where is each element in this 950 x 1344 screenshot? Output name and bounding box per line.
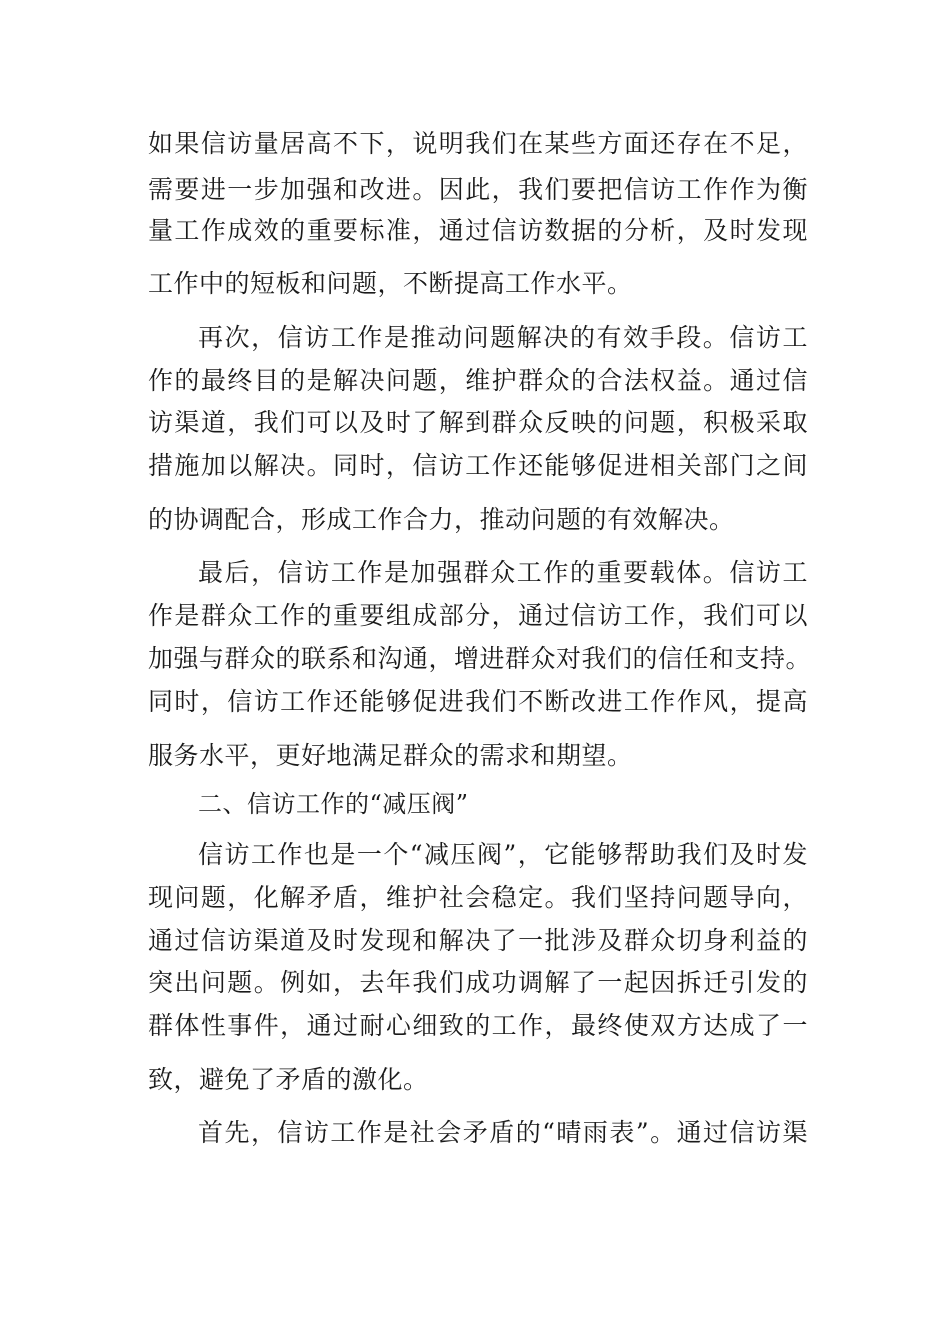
paragraph-line: 需要进一步加强和改进。因此，我们要把信访工作作为衡 [148, 175, 808, 204]
paragraph-line: 如果信访量居高不下，说明我们在某些方面还存在不足， [148, 129, 808, 158]
paragraph-line: 量工作成效的重要标准，通过信访数据的分析，及时发现 [148, 216, 808, 245]
paragraph-line: 措施加以解决。同时，信访工作还能够促进相关部门之间 [148, 451, 808, 480]
paragraph-line: 服务水平，更好地满足群众的需求和期望。 [148, 741, 633, 770]
paragraph-line: 信访工作也是一个“减压阀”，它能够帮助我们及时发 [198, 840, 808, 869]
paragraph-line: 现问题，化解矛盾，维护社会稳定。我们坚持问题导向， [148, 883, 808, 912]
paragraph-line: 再次，信访工作是推动问题解决的有效手段。信访工 [198, 323, 808, 352]
paragraph-line: 工作中的短板和问题，不断提高工作水平。 [148, 269, 633, 298]
paragraph-line: 群体性事件，通过耐心细致的工作，最终使双方达成了一 [148, 1011, 808, 1040]
paragraph-line: 同时，信访工作还能够促进我们不断改进工作作风，提高 [148, 687, 808, 716]
paragraph-line: 作的最终目的是解决问题，维护群众的合法权益。通过信 [148, 366, 808, 395]
paragraph-line: 首先，信访工作是社会矛盾的“晴雨表”。通过信访渠 [198, 1118, 808, 1147]
paragraph-line: 致，避免了矛盾的激化。 [148, 1065, 429, 1094]
paragraph-line: 最后，信访工作是加强群众工作的重要载体。信访工 [198, 558, 808, 587]
paragraph-line: 作是群众工作的重要组成部分，通过信访工作，我们可以 [148, 601, 808, 630]
section-heading: 二、信访工作的“减压阀” [198, 790, 469, 818]
paragraph-line: 访渠道，我们可以及时了解到群众反映的问题，积极采取 [148, 408, 808, 437]
paragraph-line: 通过信访渠道及时发现和解决了一批涉及群众切身利益的 [148, 926, 808, 955]
paragraph-line: 的协调配合，形成工作合力，推动问题的有效解决。 [148, 505, 735, 534]
paragraph-line: 突出问题。例如，去年我们成功调解了一起因拆迁引发的 [148, 968, 808, 997]
paragraph-line: 加强与群众的联系和沟通，增进群众对我们的信任和支持。 [148, 644, 812, 673]
